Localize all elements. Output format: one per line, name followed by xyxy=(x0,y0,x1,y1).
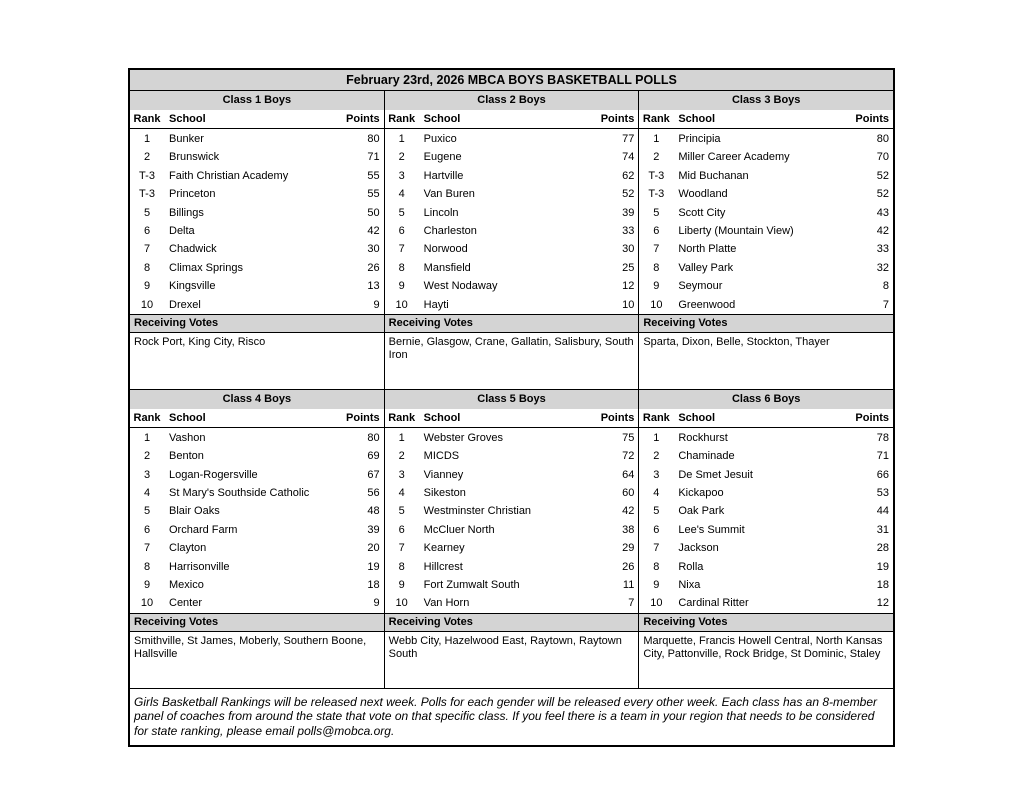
points-cell: 33 xyxy=(876,243,890,256)
school-cell: Chaminade xyxy=(678,450,735,463)
points-cell: 70 xyxy=(876,151,890,164)
school-cell: Greenwood xyxy=(678,298,736,311)
receiving-votes-list: Bernie, Glasgow, Crane, Gallatin, Salisbury, South Iron xyxy=(388,335,634,362)
rank-cell: 2 xyxy=(653,151,660,164)
points-cell: 42 xyxy=(367,224,380,237)
receiving-votes-list: Rock Port, King City, Risco xyxy=(134,335,266,348)
points-cell: 25 xyxy=(622,261,635,274)
school-cell: Vashon xyxy=(169,431,206,444)
table-row xyxy=(130,484,384,502)
class-title: Class 3 Boys xyxy=(639,91,893,110)
receiving-votes-list: Marquette, Francis Howell Central, North Kansas City, Pattonville, Rock Bridge, St Dominic, Staley xyxy=(643,634,883,661)
school-cell: Bunker xyxy=(169,133,204,145)
points-cell: 13 xyxy=(367,280,380,293)
table-row xyxy=(639,576,893,594)
table-row xyxy=(385,277,639,295)
points-cell: 32 xyxy=(876,261,890,274)
points-cell: 28 xyxy=(876,542,890,555)
school-cell: Drexel xyxy=(169,298,201,311)
points-cell: 18 xyxy=(367,579,380,592)
rank-cell: T-3 xyxy=(139,169,155,182)
table-row xyxy=(639,167,893,185)
rank-header: Rank xyxy=(388,411,416,424)
school-cell: Kearney xyxy=(423,542,465,555)
rank-cell: 2 xyxy=(143,151,151,164)
receiving-votes-header: Receiving Votes xyxy=(639,315,893,333)
rank-cell: 2 xyxy=(653,450,660,463)
points-cell: 64 xyxy=(622,468,635,481)
points-cell: 77 xyxy=(622,133,635,145)
points-header: Points xyxy=(600,411,635,424)
rank-cell: 7 xyxy=(398,243,405,256)
points-cell: 69 xyxy=(367,450,380,463)
points-cell: 38 xyxy=(622,523,635,536)
table-row xyxy=(130,259,384,277)
school-cell: Fort Zumwalt South xyxy=(423,579,520,592)
school-cell: Sikeston xyxy=(423,487,466,500)
rank-cell: 8 xyxy=(653,560,660,573)
table-row xyxy=(639,484,893,502)
points-cell: 9 xyxy=(373,597,380,610)
receiving-votes-header: Receiving Votes xyxy=(130,315,384,333)
school-cell: Lincoln xyxy=(423,206,459,219)
points-cell: 44 xyxy=(876,505,890,518)
class-block xyxy=(385,91,640,389)
table-row xyxy=(385,222,639,240)
rank-cell: 7 xyxy=(143,542,151,555)
school-cell: Van Horn xyxy=(423,597,470,610)
school-cell: Mansfield xyxy=(423,261,471,274)
table-row xyxy=(130,167,384,185)
table-row xyxy=(385,429,639,447)
rank-cell: 6 xyxy=(653,523,660,536)
school-cell: Brunswick xyxy=(169,151,220,164)
school-header: School xyxy=(678,411,716,424)
page-title: February 23rd, 2026 MBCA BOYS BASKETBALL POLLS xyxy=(130,70,893,91)
table-row xyxy=(130,148,384,166)
rank-cell: T-3 xyxy=(139,188,155,201)
school-cell: Cardinal Ritter xyxy=(678,597,749,610)
school-cell: Kickapoo xyxy=(678,487,724,500)
school-cell: Van Buren xyxy=(423,188,475,201)
column-headers xyxy=(130,110,384,129)
polls-table xyxy=(128,68,895,747)
points-cell: 18 xyxy=(876,579,890,592)
rank-cell: 1 xyxy=(398,431,405,444)
table-row xyxy=(130,429,384,447)
rank-cell: 8 xyxy=(398,261,405,274)
class-title: Class 6 Boys xyxy=(639,390,893,409)
receiving-votes-header: Receiving Votes xyxy=(385,315,639,333)
school-cell: Eugene xyxy=(423,151,462,164)
table-row xyxy=(639,222,893,240)
rank-cell: 3 xyxy=(653,468,660,481)
points-cell: 39 xyxy=(367,523,380,536)
school-cell: Logan-Rogersville xyxy=(169,468,258,481)
class-block xyxy=(130,390,385,688)
school-cell: Hillcrest xyxy=(423,560,463,573)
points-cell: 30 xyxy=(622,243,635,256)
table-row xyxy=(639,594,893,612)
rank-cell: 3 xyxy=(398,169,405,182)
school-cell: McCluer North xyxy=(423,523,495,536)
column-headers xyxy=(639,110,893,129)
rank-cell: 4 xyxy=(653,487,660,500)
school-cell: Miller Career Academy xyxy=(678,151,790,164)
table-row xyxy=(385,130,639,148)
points-cell: 20 xyxy=(367,542,380,555)
classes-row-1 xyxy=(130,91,893,390)
rank-cell: 9 xyxy=(143,579,151,592)
rank-cell: 5 xyxy=(143,505,151,518)
points-header: Points xyxy=(855,113,890,125)
table-row xyxy=(130,296,384,314)
school-cell: Nixa xyxy=(678,579,701,592)
rank-cell: 10 xyxy=(395,597,408,610)
points-cell: 80 xyxy=(367,431,380,444)
rank-cell: 4 xyxy=(398,487,405,500)
rank-cell: 4 xyxy=(398,188,405,201)
points-cell: 19 xyxy=(367,560,380,573)
rank-cell: 10 xyxy=(395,298,408,311)
points-cell: 31 xyxy=(876,523,890,536)
rank-cell: 6 xyxy=(653,224,660,237)
rank-cell: T-3 xyxy=(648,169,665,182)
points-cell: 67 xyxy=(367,468,380,481)
rank-cell: 10 xyxy=(650,597,663,610)
table-row xyxy=(130,576,384,594)
school-header: School xyxy=(169,113,206,125)
points-cell: 12 xyxy=(622,280,635,293)
column-headers xyxy=(385,110,639,129)
points-cell: 30 xyxy=(367,243,380,256)
points-cell: 62 xyxy=(622,169,635,182)
school-cell: North Platte xyxy=(678,243,737,256)
table-row xyxy=(639,539,893,557)
points-cell: 53 xyxy=(876,487,890,500)
school-cell: Clayton xyxy=(169,542,207,555)
rankings-list xyxy=(385,428,639,614)
points-cell: 52 xyxy=(622,188,635,201)
rankings-list xyxy=(639,129,893,315)
points-cell: 42 xyxy=(622,505,635,518)
points-cell: 39 xyxy=(622,206,635,219)
points-cell: 74 xyxy=(622,151,635,164)
school-cell: Puxico xyxy=(423,133,457,145)
points-cell: 75 xyxy=(622,431,635,444)
school-cell: Princeton xyxy=(169,188,216,201)
points-cell: 7 xyxy=(882,298,890,311)
table-row xyxy=(639,130,893,148)
school-cell: Delta xyxy=(169,224,195,237)
rank-cell: 1 xyxy=(653,431,660,444)
rank-cell: 7 xyxy=(653,243,660,256)
school-cell: Jackson xyxy=(678,542,719,555)
table-row xyxy=(639,429,893,447)
school-cell: Charleston xyxy=(423,224,477,237)
rankings-list xyxy=(130,129,384,315)
rank-cell: 7 xyxy=(398,542,405,555)
table-row xyxy=(385,204,639,222)
points-cell: 33 xyxy=(622,224,635,237)
points-cell: 56 xyxy=(367,487,380,500)
table-row xyxy=(130,204,384,222)
table-row xyxy=(385,594,639,612)
table-row xyxy=(130,521,384,539)
table-row xyxy=(130,539,384,557)
rank-cell: 6 xyxy=(398,224,405,237)
table-row xyxy=(639,296,893,314)
table-row xyxy=(130,130,384,148)
table-row xyxy=(130,447,384,465)
points-cell: 50 xyxy=(367,206,380,219)
rankings-list xyxy=(385,129,639,315)
school-cell: Harrisonville xyxy=(169,560,230,573)
points-cell: 26 xyxy=(622,560,635,573)
points-header: Points xyxy=(855,411,890,424)
school-cell: St Mary's Southside Catholic xyxy=(169,487,310,500)
school-cell: Climax Springs xyxy=(169,261,243,274)
table-row xyxy=(130,466,384,484)
school-cell: West Nodaway xyxy=(423,280,498,293)
rank-cell: 2 xyxy=(398,151,405,164)
table-row xyxy=(639,148,893,166)
school-cell: Webster Groves xyxy=(423,431,503,444)
table-row xyxy=(639,447,893,465)
school-header: School xyxy=(169,411,206,424)
rank-header: Rank xyxy=(388,113,416,125)
table-row xyxy=(639,240,893,258)
table-row xyxy=(130,502,384,520)
points-cell: 29 xyxy=(622,542,635,555)
table-row xyxy=(639,259,893,277)
table-row xyxy=(639,502,893,520)
receiving-votes-list: Smithville, St James, Moberly, Southern Boone, Hallsville xyxy=(134,634,367,661)
table-row xyxy=(385,240,639,258)
school-cell: Benton xyxy=(169,450,204,463)
table-row xyxy=(385,539,639,557)
points-cell: 55 xyxy=(367,188,380,201)
receiving-votes-header: Receiving Votes xyxy=(639,614,893,632)
points-cell: 19 xyxy=(876,560,890,573)
points-cell: 48 xyxy=(367,505,380,518)
table-row xyxy=(639,521,893,539)
receiving-votes-list: Sparta, Dixon, Belle, Stockton, Thayer xyxy=(643,335,830,348)
school-cell: Faith Christian Academy xyxy=(169,169,289,182)
rankings-list xyxy=(130,428,384,614)
school-cell: Rolla xyxy=(678,560,704,573)
receiving-votes-list: Webb City, Hazelwood East, Raytown, Raytown South xyxy=(388,634,622,661)
points-cell: 52 xyxy=(876,188,890,201)
class-title: Class 4 Boys xyxy=(130,390,384,409)
school-cell: Hartville xyxy=(423,169,464,182)
table-row xyxy=(385,558,639,576)
table-row xyxy=(130,558,384,576)
points-cell: 60 xyxy=(622,487,635,500)
table-row xyxy=(385,466,639,484)
receiving-votes-header: Receiving Votes xyxy=(130,614,384,632)
rank-cell: 10 xyxy=(140,597,154,610)
table-row xyxy=(639,466,893,484)
points-cell: 72 xyxy=(622,450,635,463)
points-cell: 26 xyxy=(367,261,380,274)
school-cell: Westminster Christian xyxy=(423,505,532,518)
rank-cell: 8 xyxy=(143,560,151,573)
classes-row-2 xyxy=(130,390,893,689)
school-cell: Scott City xyxy=(678,206,726,219)
rank-cell: 6 xyxy=(398,523,405,536)
points-cell: 78 xyxy=(876,431,890,444)
rank-cell: 9 xyxy=(653,280,660,293)
points-header: Points xyxy=(346,113,380,125)
rank-cell: 7 xyxy=(653,542,660,555)
school-cell: MICDS xyxy=(423,450,460,463)
rank-cell: 1 xyxy=(398,133,405,145)
rank-cell: 2 xyxy=(143,450,151,463)
points-cell: 52 xyxy=(876,169,890,182)
points-cell: 11 xyxy=(622,579,635,592)
rank-cell: 9 xyxy=(143,280,151,293)
table-row xyxy=(130,277,384,295)
table-row xyxy=(385,296,639,314)
table-row xyxy=(385,259,639,277)
school-cell: Rockhurst xyxy=(678,431,728,444)
table-row xyxy=(385,502,639,520)
rank-cell: 1 xyxy=(653,133,660,145)
rank-cell: 8 xyxy=(653,261,660,274)
rank-cell: 1 xyxy=(143,431,151,444)
points-cell: 9 xyxy=(373,298,380,311)
table-row xyxy=(639,204,893,222)
rank-cell: 2 xyxy=(398,450,405,463)
school-cell: Hayti xyxy=(423,298,449,311)
points-cell: 42 xyxy=(876,224,890,237)
receiving-votes-header: Receiving Votes xyxy=(385,614,639,632)
points-cell: 43 xyxy=(876,206,890,219)
table-row xyxy=(385,148,639,166)
points-cell: 8 xyxy=(882,280,890,293)
points-cell: 7 xyxy=(628,597,635,610)
points-cell: 80 xyxy=(367,133,380,145)
school-cell: Norwood xyxy=(423,243,468,256)
table-row xyxy=(385,447,639,465)
table-row xyxy=(385,167,639,185)
table-row xyxy=(130,185,384,203)
points-cell: 71 xyxy=(367,151,380,164)
points-cell: 66 xyxy=(876,468,890,481)
rank-cell: 4 xyxy=(143,487,151,500)
school-cell: Principia xyxy=(678,133,721,145)
points-cell: 55 xyxy=(367,169,380,182)
school-cell: Orchard Farm xyxy=(169,523,238,536)
rank-cell: 6 xyxy=(143,224,151,237)
rank-cell: 7 xyxy=(143,243,151,256)
school-header: School xyxy=(678,113,716,125)
class-title: Class 5 Boys xyxy=(385,390,639,409)
class-block xyxy=(130,91,385,389)
school-cell: De Smet Jesuit xyxy=(678,468,753,481)
school-cell: Billings xyxy=(169,206,204,219)
school-cell: Liberty (Mountain View) xyxy=(678,224,794,237)
class-block xyxy=(639,390,893,688)
school-cell: Woodland xyxy=(678,188,728,201)
rank-cell: 1 xyxy=(143,133,151,145)
class-block xyxy=(639,91,893,389)
points-cell: 71 xyxy=(876,450,890,463)
table-row xyxy=(385,185,639,203)
table-row xyxy=(130,594,384,612)
school-cell: Mid Buchanan xyxy=(678,169,749,182)
rank-cell: 3 xyxy=(398,468,405,481)
table-row xyxy=(385,484,639,502)
school-cell: Blair Oaks xyxy=(169,505,220,518)
rank-cell: 6 xyxy=(143,523,151,536)
rank-cell: 10 xyxy=(650,298,663,311)
rank-cell: 5 xyxy=(653,505,660,518)
table-row xyxy=(130,222,384,240)
rank-cell: 5 xyxy=(653,206,660,219)
footer-note: Girls Basketball Rankings will be released next week. Polls for each gender will be released every other week. Each class has an 8-member panel of coaches from around the state that vote on that specific class. If you feel there is a team in your region that needs to be considered for state ranking, please email polls@mobca.org. xyxy=(134,694,878,738)
column-headers xyxy=(130,409,384,428)
school-cell: Chadwick xyxy=(169,243,217,256)
points-cell: 10 xyxy=(622,298,635,311)
school-header: School xyxy=(423,113,461,125)
column-headers xyxy=(385,409,639,428)
rank-cell: 5 xyxy=(143,206,151,219)
school-cell: Kingsville xyxy=(169,280,216,293)
column-headers xyxy=(639,409,893,428)
rank-cell: 9 xyxy=(398,579,405,592)
points-header: Points xyxy=(346,411,380,424)
class-block xyxy=(385,390,640,688)
rank-header: Rank xyxy=(642,113,670,125)
school-cell: Seymour xyxy=(678,280,723,293)
table-row xyxy=(385,576,639,594)
table-row xyxy=(639,558,893,576)
rank-cell: 5 xyxy=(398,505,405,518)
school-cell: Valley Park xyxy=(678,261,734,274)
points-cell: 12 xyxy=(876,597,890,610)
points-cell: 80 xyxy=(876,133,890,145)
rank-cell: 10 xyxy=(140,298,154,311)
table-row xyxy=(385,521,639,539)
points-header: Points xyxy=(600,113,635,125)
school-cell: Mexico xyxy=(169,579,204,592)
school-cell: Oak Park xyxy=(678,505,725,518)
rank-cell: 5 xyxy=(398,206,405,219)
rank-header: Rank xyxy=(133,113,161,125)
rank-cell: T-3 xyxy=(648,188,665,201)
table-row xyxy=(639,185,893,203)
rank-cell: 9 xyxy=(653,579,660,592)
school-cell: Center xyxy=(169,597,203,610)
school-cell: Vianney xyxy=(423,468,464,481)
table-row xyxy=(130,240,384,258)
rankings-list xyxy=(639,428,893,614)
rank-cell: 3 xyxy=(143,468,151,481)
school-header: School xyxy=(423,411,461,424)
class-title: Class 1 Boys xyxy=(130,91,384,110)
rank-cell: 8 xyxy=(143,261,151,274)
rank-header: Rank xyxy=(642,411,670,424)
rank-cell: 9 xyxy=(398,280,405,293)
school-cell: Lee's Summit xyxy=(678,523,745,536)
rank-header: Rank xyxy=(133,411,161,424)
rank-cell: 8 xyxy=(398,560,405,573)
table-row xyxy=(639,277,893,295)
class-title: Class 2 Boys xyxy=(385,91,639,110)
